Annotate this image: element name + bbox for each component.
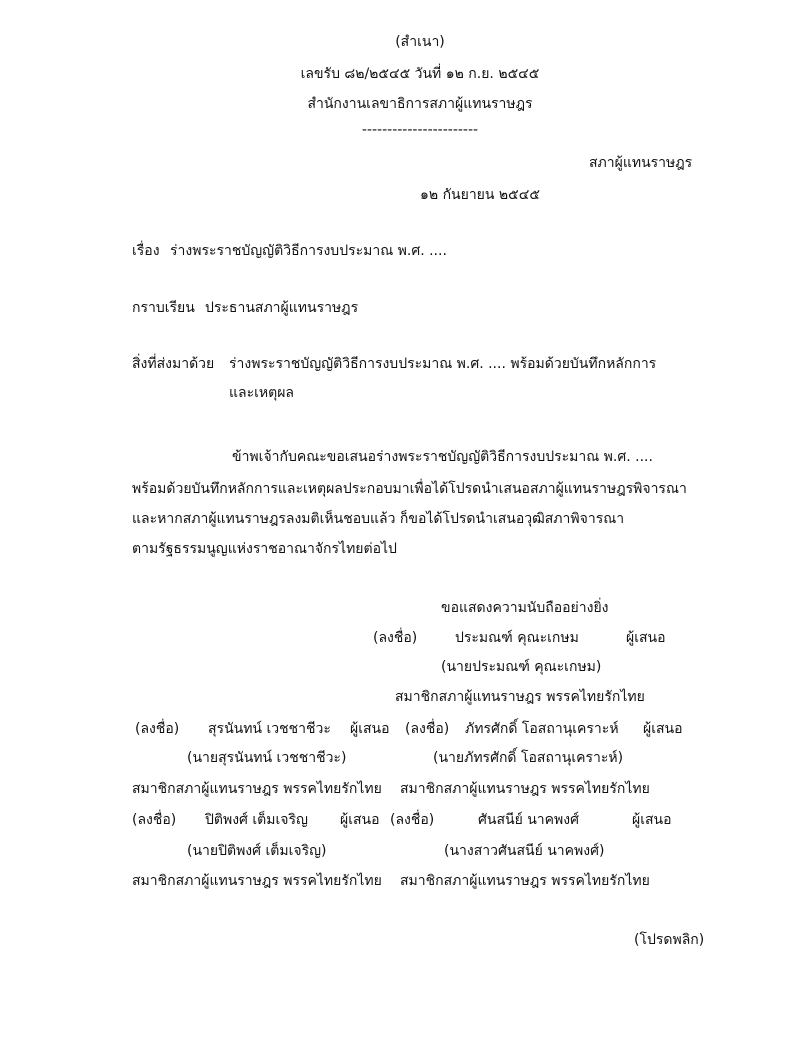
receipt-line: เลขรับ ๘๒/๒๕๔๕ วันที่ ๑๒ ก.ย. ๒๕๔๕: [300, 66, 540, 82]
lead-signature: ประมณฑ์ คุณะเกษม: [455, 630, 579, 646]
office-name: สำนักงานเลขาธิการสภาผู้แทนราษฎร: [307, 96, 533, 112]
header-divider: -----------------------: [361, 122, 479, 138]
subject-text: ร่างพระราชบัญญัติวิธีการงบประมาณ พ.ศ. ....: [170, 243, 447, 259]
row2-right-sign-label: (ลงชื่อ): [390, 812, 435, 828]
body-line-2: พร้อมด้วยบันทึกหลักการและเหตุผลประกอบมาเพื่อได้โปรดนำเสนอสภาผู้แทนราษฎรพิจารณา: [132, 481, 687, 497]
row1-right-position: สมาชิกสภาผู้แทนราษฎร พรรคไทยรักไทย: [400, 781, 650, 797]
lead-role: ผู้เสนอ: [626, 630, 666, 646]
row1-left-sign-label: (ลงชื่อ): [135, 721, 180, 737]
row2-left-printed-name: (นายปิติพงศ์ เต็มเจริญ): [187, 843, 327, 859]
letter-date: ๑๒ กันยายน ๒๕๔๕: [420, 187, 540, 203]
row1-right-sign-label: (ลงชื่อ): [405, 721, 450, 737]
turn-page-note: (โปรดพลิก): [634, 932, 705, 948]
closing: ขอแสดงความนับถืออย่างยิ่ง: [441, 600, 609, 616]
body-line-1: ข้าพเจ้ากับคณะขอเสนอร่างพระราชบัญญัติวิธีการงบประมาณ พ.ศ. ....: [232, 449, 653, 465]
body-line-3: และหากสภาผู้แทนราษฎรลงมติเห็นชอบแล้ว ก็ขอได้โปรดนำเสนอวุฒิสภาพิจารณา: [132, 511, 625, 527]
row2-right-role: ผู้เสนอ: [632, 812, 672, 828]
lead-position: สมาชิกสภาผู้แทนราษฎร พรรคไทยรักไทย: [395, 689, 645, 705]
row2-left-signature: ปิติพงศ์ เต็มเจริญ: [205, 812, 308, 828]
salutation-text: ประธานสภาผู้แทนราษฎร: [205, 300, 359, 316]
salutation-label: กราบเรียน: [132, 300, 195, 316]
row2-left-sign-label: (ลงชื่อ): [132, 812, 177, 828]
body-line-4: ตามรัฐธรรมนูญแห่งราชอาณาจักรไทยต่อไป: [132, 541, 397, 557]
row2-left-role: ผู้เสนอ: [340, 812, 380, 828]
lead-sign-label: (ลงชื่อ): [373, 630, 418, 646]
row1-right-printed-name: (นายภัทรศักดิ์ โอสถานุเคราะห์): [433, 750, 624, 766]
enclosure-text-line2: และเหตุผล: [229, 385, 295, 401]
row1-right-role: ผู้เสนอ: [643, 721, 683, 737]
row1-right-signature: ภัทรศักดิ์ โอสถานุเคราะห์: [465, 721, 619, 737]
sender: สภาผู้แทนราษฎร: [589, 155, 693, 171]
row1-left-position: สมาชิกสภาผู้แทนราษฎร พรรคไทยรักไทย: [132, 781, 382, 797]
row1-left-role: ผู้เสนอ: [350, 721, 390, 737]
row1-left-signature: สุรนันทน์ เวชชาชีวะ: [208, 721, 331, 737]
lead-printed-name: (นายประมณฑ์ คุณะเกษม): [441, 659, 602, 675]
row2-right-position: สมาชิกสภาผู้แทนราษฎร พรรคไทยรักไทย: [400, 873, 650, 889]
copy-mark: (สำเนา): [395, 34, 445, 50]
row1-left-printed-name: (นายสุรนันทน์ เวชชาชีวะ): [187, 750, 347, 766]
row2-left-position: สมาชิกสภาผู้แทนราษฎร พรรคไทยรักไทย: [132, 873, 382, 889]
row2-right-printed-name: (นางสาวศันสนีย์ นาคพงศ์): [444, 843, 605, 859]
enclosure-label: สิ่งที่ส่งมาด้วย: [132, 356, 215, 372]
subject-label: เรื่อง: [132, 243, 160, 259]
row2-right-signature: ศันสนีย์ นาคพงศ์: [478, 812, 579, 828]
enclosure-text-line1: ร่างพระราชบัญญัติวิธีการงบประมาณ พ.ศ. .... พร้อมด้วยบันทึกหลักการ: [229, 356, 657, 372]
